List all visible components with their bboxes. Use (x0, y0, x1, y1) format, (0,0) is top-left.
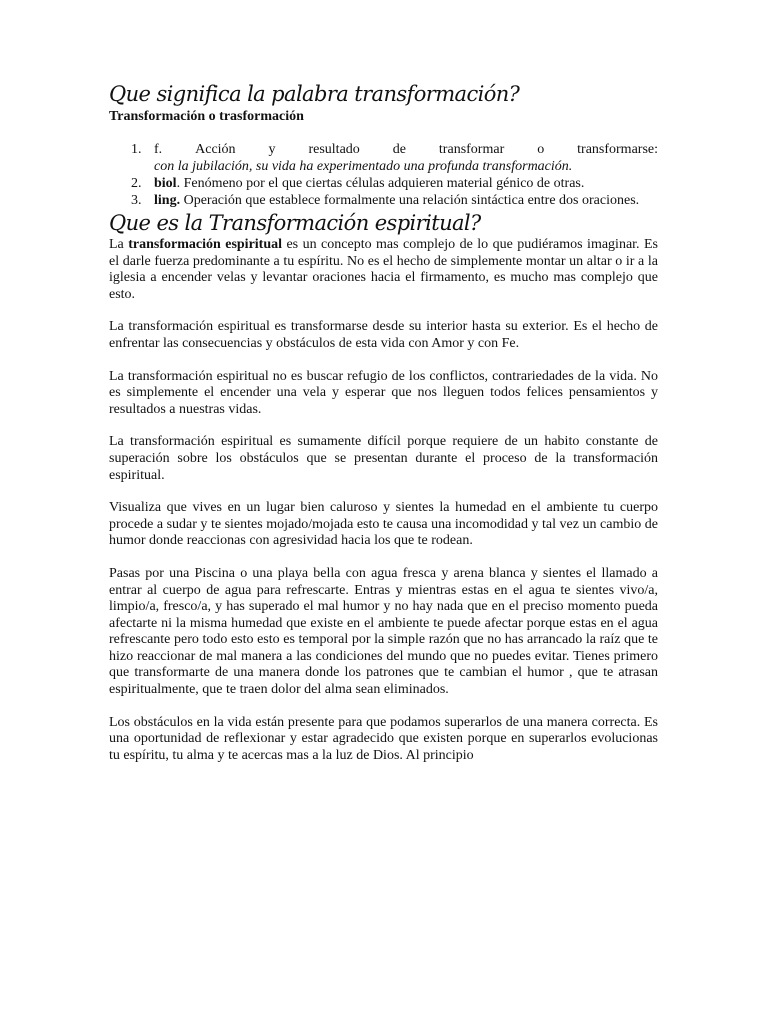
heading-spiritual-transformation: Que es la Transformación espiritual? (109, 211, 481, 235)
paragraph: Visualiza que vives en un lugar bien caluroso y sientes la humedad en el ambiente tu cuerpo procede a sudar y te sientes mojado/mojada esto te causa una incomodidad y tal vez un cambio de humor donde reaccionas con agresividad hacia los que te rodean. (109, 500, 658, 549)
definition-number: 2. (131, 176, 142, 191)
definition-text: Operación que establece formalmente una relación sintáctica entre dos oraciones. (180, 193, 640, 208)
definition-text: . Fenómeno por el que ciertas células adquieren material génico de otras. (176, 176, 585, 191)
definition-item (109, 192, 658, 209)
paragraph: La transformación espiritual es un concepto mas complejo de lo que pudiéramos imaginar. Es el darle fuerza predominante a tu espíritu. No es el hecho de simplemente montar un altar o ir a la iglesia a encender velas y levantar oraciones hacia el firmamento, es mucho mas complejo que esto. (109, 237, 659, 302)
definition-item (109, 141, 658, 175)
definition-abbreviation: ling. (154, 193, 181, 208)
definition-number: 3. (131, 193, 142, 208)
paragraph: Pasas por una Piscina o una playa bella con agua fresca y arena blanca y sientes el llamado a entrar al cuerpo de agua para refrescarte. Entras y mientras estas en el agua te sientes vivo/a, limpio/a, fresco/a, y has superado el mal humor y no hay nada que en el preciso momento pueda afectarte ni la misma humedad que existe en el ambiente te puede afectar porque estas en el agua refrescante pero todo esto esto es temporal por la simple razón que no has arrancado la raíz que te hizo reaccionar de mal manera a las condiciones del mundo que no puedes evitar. Tienes primero que transformarte de una manera donde los patrones que te cambian el humor , que te atrasan espiritualmente, que te traen dolor del alma sean eliminados. (109, 565, 658, 698)
paragraph: Los obstáculos en la vida están presente para que podamos superarlos de una manera correcta. Es una oportunidad de reflexionar y estar agradecido que existen porque en superarlos evolucionas tu espíritu, tu alma y te acercas mas a la luz de Dios. Al principio (109, 714, 658, 763)
paragraph: La transformación espiritual es sumamente difícil porque requiere de un habito constante de superación sobre los obstáculos que se presentan durante el proceso de la transformación espiritual. (109, 434, 658, 483)
heading-meaning-of-transformation: Que significa la palabra transformación? (109, 82, 520, 106)
subheading-word-variants: Transformación o trasformación (109, 109, 304, 124)
definition-abbreviation: biol (154, 176, 177, 191)
definition-number: 1. (131, 142, 142, 157)
paragraph: La transformación espiritual no es buscar refugio de los conflictos, contrariedades de la vida. No es simplemente el encender una vela y esperar que nos lleguen todos felices pensamientos y resultados a nuestras vidas. (109, 368, 658, 417)
definition-example: con la jubilación, su vida ha experimentado una profunda transformación. (154, 159, 573, 174)
bold-term: transformación espiritual (128, 237, 283, 252)
body-text (109, 237, 658, 764)
paragraph: La transformación espiritual es transformarse desde su interior hasta su exterior. Es el hecho de enfrentar las consecuencias y obstáculos de esta vida con Amor y con Fe. (109, 319, 658, 351)
definition-item (109, 175, 658, 192)
definitions-list (109, 141, 658, 209)
definition-text: f. Acción y resultado de transformar o transformarse: (154, 142, 658, 157)
document-page (109, 80, 658, 764)
